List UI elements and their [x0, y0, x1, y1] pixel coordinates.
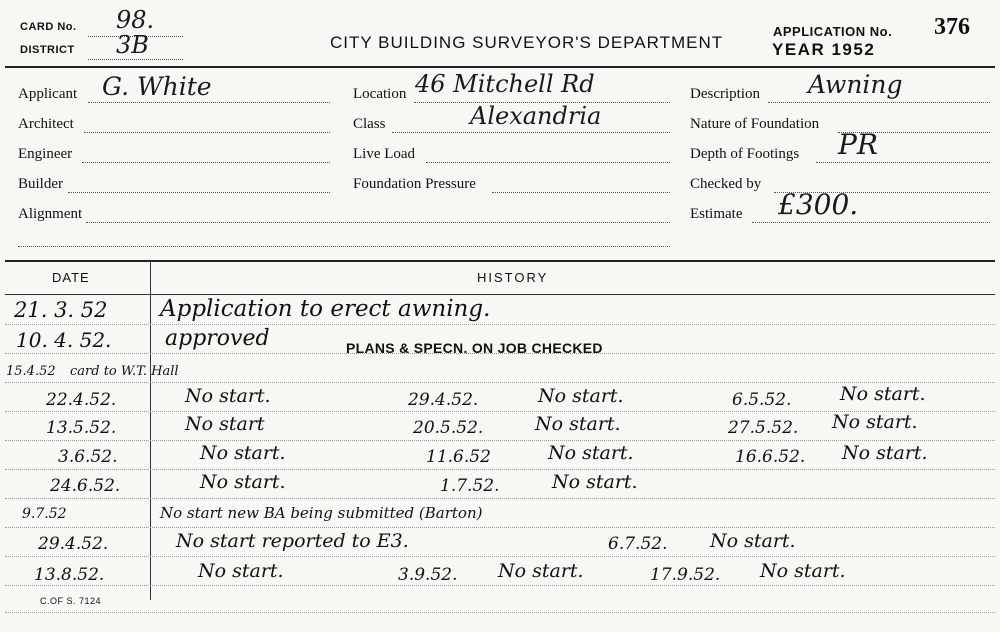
- history-date: 11.6.52: [426, 447, 491, 467]
- history-entry: No start.: [538, 385, 624, 407]
- applicant-line: [88, 102, 330, 103]
- history-entry: No start.: [842, 442, 928, 464]
- history-date: 13.5.52.: [46, 418, 117, 438]
- header-divider: [5, 66, 995, 68]
- foundation-pressure-line: [492, 192, 670, 193]
- history-date: 20.5.52.: [413, 418, 484, 438]
- alignment-line: [86, 222, 670, 223]
- history-entry: No start new BA being submitted (Barton): [160, 504, 483, 522]
- history-entry: No start.: [760, 560, 846, 582]
- history-date: 15.4.52: [6, 364, 56, 379]
- card-no-value: 98.: [116, 6, 155, 34]
- card-no-label: CARD No.: [20, 21, 77, 33]
- ruled-line: [5, 556, 995, 557]
- history-entry: No start: [185, 413, 265, 435]
- history-entry: approved: [165, 326, 270, 351]
- history-entry: card to W.T. Hall: [70, 364, 179, 379]
- description-line: [768, 102, 990, 103]
- nature-of-foundation-label: Nature of Foundation: [690, 116, 820, 132]
- ruled-line: [5, 612, 995, 613]
- history-date: 3.9.52.: [398, 565, 458, 585]
- live-load-label: Live Load: [353, 146, 416, 162]
- alignment-label: Alignment: [18, 206, 83, 222]
- history-entry: Application to erect awning.: [160, 296, 491, 322]
- application-no-value: 376: [934, 14, 970, 40]
- history-entry: No start.: [710, 530, 796, 552]
- history-date: 1.7.52.: [440, 476, 500, 496]
- engineer-label: Engineer: [18, 146, 73, 162]
- depth-of-footings-value: PR: [838, 128, 878, 161]
- ruled-line: [5, 440, 995, 441]
- history-entry: No start.: [198, 560, 284, 582]
- live-load-line: [426, 162, 670, 163]
- history-date: 24.6.52.: [50, 476, 121, 496]
- district-line: [88, 59, 183, 60]
- history-entry: No start reported to E3.: [176, 530, 409, 552]
- ruled-line: [5, 324, 995, 325]
- history-date: 6.7.52.: [608, 534, 668, 554]
- history-entry: No start.: [200, 442, 286, 464]
- history-date: 21. 3. 52: [14, 298, 108, 322]
- history-date: 13.8.52.: [34, 565, 105, 585]
- applicant-value: G. White: [102, 72, 212, 101]
- ruled-line: [5, 527, 995, 528]
- form-code: C.OF S. 7124: [40, 596, 102, 606]
- history-entry: No start.: [840, 383, 926, 405]
- estimate-label: Estimate: [690, 206, 743, 222]
- year-label: YEAR 1952: [772, 40, 876, 59]
- history-date: 17.9.52.: [650, 565, 721, 585]
- history-date: 6.5.52.: [732, 390, 792, 410]
- depth-of-footings-label: Depth of Footings: [690, 146, 800, 162]
- location-label: Location: [353, 86, 407, 102]
- checked-by-label: Checked by: [690, 176, 762, 192]
- engineer-line: [82, 162, 330, 163]
- description-value: Awning: [808, 70, 903, 99]
- builder-line: [68, 192, 330, 193]
- architect-line: [84, 132, 330, 133]
- history-entry: No start.: [185, 385, 271, 407]
- district-label: DISTRICT: [20, 44, 75, 56]
- history-date: 10. 4. 52.: [16, 328, 112, 352]
- application-no-label: APPLICATION No.: [773, 24, 893, 39]
- class-value: Alexandria: [470, 102, 602, 130]
- date-column-divider: [150, 262, 151, 600]
- department-title: CITY BUILDING SURVEYOR'S DEPARTMENT: [330, 33, 724, 52]
- history-column-header: HISTORY: [477, 270, 549, 285]
- ruled-line: [5, 469, 995, 470]
- foundation-pressure-label: Foundation Pressure: [353, 176, 476, 192]
- history-entry: No start.: [200, 471, 286, 493]
- history-top-divider: [5, 260, 995, 262]
- alignment-line-2: [18, 246, 670, 247]
- ruled-line: [5, 498, 995, 499]
- date-column-header: DATE: [52, 270, 90, 285]
- history-entry: No start.: [552, 471, 638, 493]
- depth-of-footings-line: [816, 162, 990, 163]
- history-entry: No start.: [535, 413, 621, 435]
- history-date: 9.7.52: [22, 506, 67, 522]
- estimate-value: £300.: [778, 188, 859, 221]
- builder-label: Builder: [18, 176, 63, 192]
- history-entry: No start.: [832, 411, 918, 433]
- history-date: 29.4.52.: [38, 534, 109, 554]
- history-date: 27.5.52.: [728, 418, 799, 438]
- ruled-line: [5, 585, 995, 586]
- location-value: 46 Mitchell Rd: [415, 70, 595, 98]
- history-date: 16.6.52.: [735, 447, 806, 467]
- class-line: [392, 132, 670, 133]
- description-label: Description: [690, 86, 760, 102]
- architect-label: Architect: [18, 116, 74, 132]
- plans-checked-stamp: PLANS & SPECN. ON JOB CHECKED: [346, 340, 603, 356]
- history-date: 29.4.52.: [408, 390, 479, 410]
- history-date: 22.4.52.: [46, 390, 117, 410]
- district-value: 3B: [116, 31, 149, 59]
- history-entry: No start.: [498, 560, 584, 582]
- estimate-line: [752, 222, 990, 223]
- history-header-divider: [5, 294, 995, 295]
- history-entry: No start.: [548, 442, 634, 464]
- history-date: 3.6.52.: [58, 447, 118, 467]
- applicant-label: Applicant: [18, 86, 78, 102]
- class-label: Class: [353, 116, 386, 132]
